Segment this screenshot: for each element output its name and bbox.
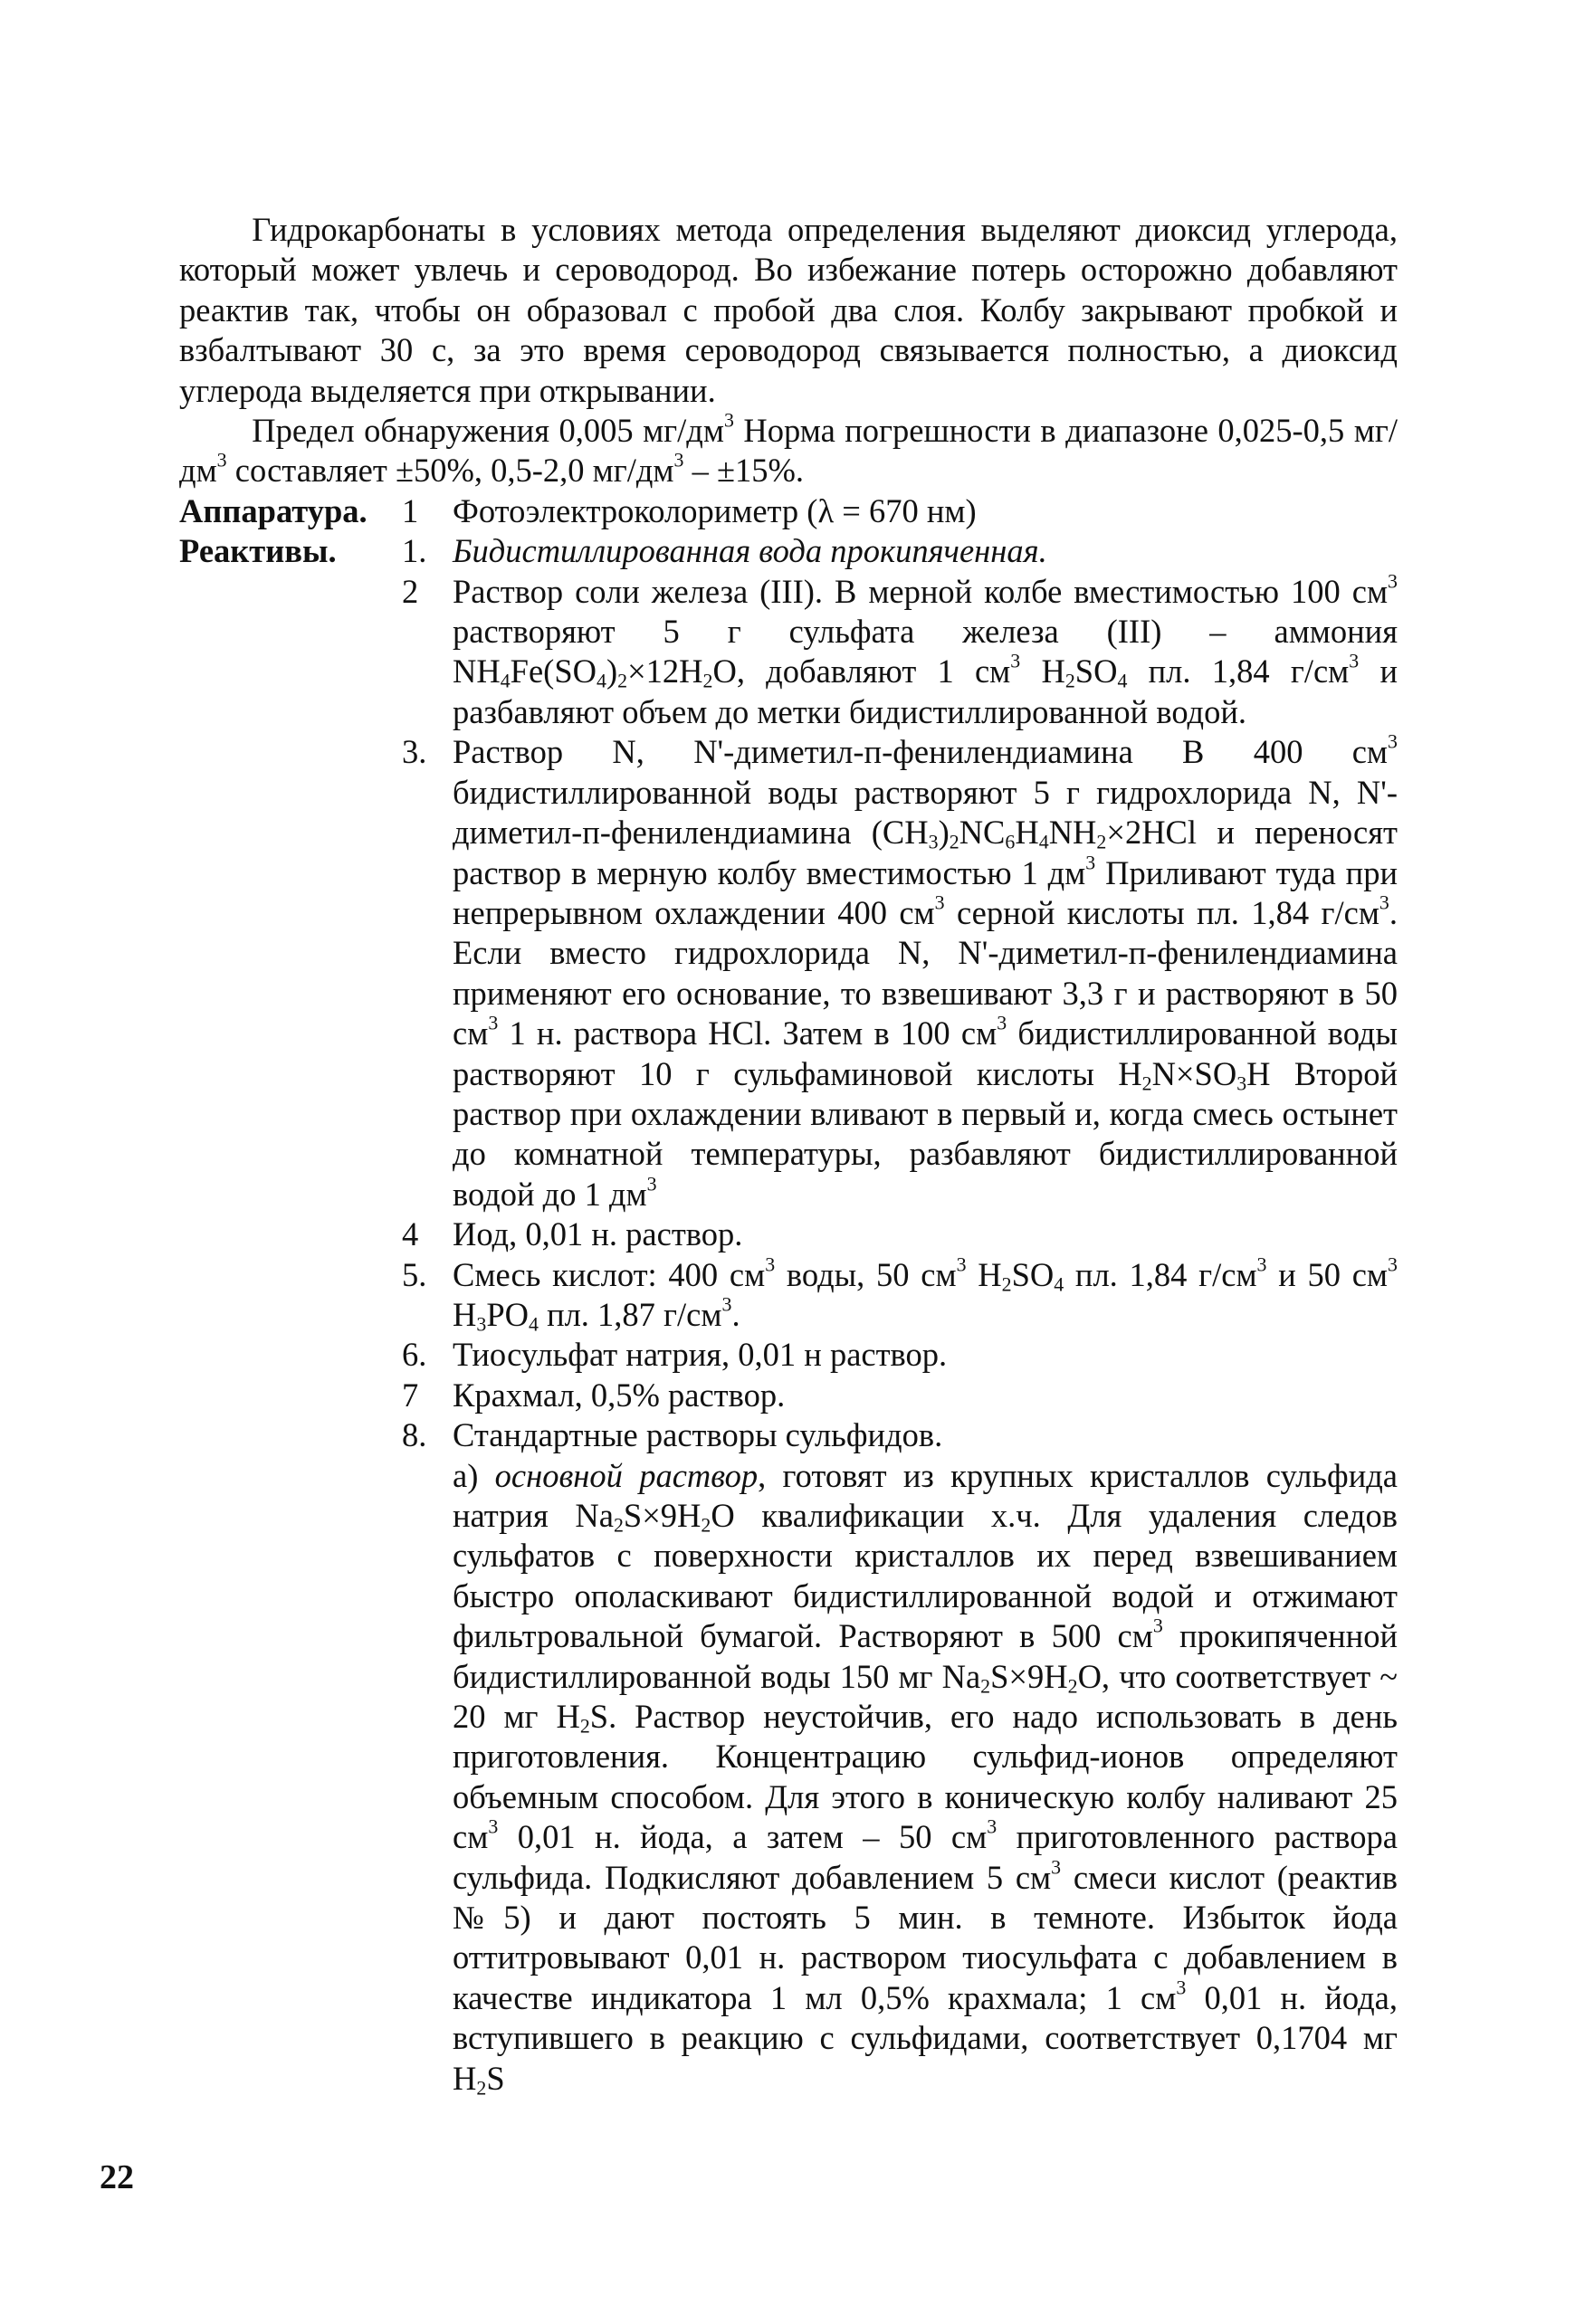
paragraph-detection-limit: Предел обнаружения 0,005 $мг/дм^3$ Норма погрешности в диапазоне 0,025-0,5 $мг/дм^3$ составляет ±50%, 0,5-2,0 $мг/дм^3 - \pm 15\%$. [179, 408, 1398, 490]
reagent-8: 8. Стандартные растворы сульфидов. [402, 1416, 943, 1454]
reagent-8a-stock-solution: а) основной раствор, готовят из крупных кристаллов сульфида натрия $Na_2S\times 9H_2O$ квалификации х.ч. Для удаления следов сульфатов с поверхности кристаллов их перед взвешиванием быстро ополаскивают бидистиллированной водой и отжимают фильтровальной бумагой. Растворяют в 500 $см^3$ прокипяченной бидистиллированной воды 150 мг $Na_2S\times 9H_2O$, что соответствует ~ 20 мг $H_2S$. Раствор неустойчив, его надо использовать в день приготовления. Концентрацию сульфид-ионов определяют объемным способом. Для этого в коническую колбу наливают 25 $см^3$ 0,01 н. йода, а затем – 50 $см^3$ приготовленного раствора сульфида. Подкисляют добавлением 5 $см^3$ смеси кислот (реактив №5) и дают постоять 5 мин. в темноте. Избыток йода оттитровывают 0,01 н. раствором тиосульфата с добавлением в качестве индикатора 1 мл 0,5% крахмала; 1 $см^3$ 0,01 н. йода, вступившего в реакцию с сульфидами, соответствует 0,1704 мг $H_2S$ [453, 1456, 1398, 2100]
reagent-7: 7 Крахмал, 0,5% раствор. [402, 1376, 786, 1414]
reagent-1: Реактивы. 1. Бидистиллированная вода прокипяченная. [179, 531, 1398, 571]
apparatus-text: Фотоэлектроколориметр (λ = 670 нм) [453, 491, 977, 529]
reagent-3: 3. Раствор N, N'-диметил-п-фенилендиамина В 400 $см^3$ бидистиллированной воды растворяют 5 г гидрохлорида N, N'-диметил-п-фенилендиамина $(CH_3)_2NC_6H_4NH_2\times 2HCl$ и переносят раствор в мерную колбу вместимостью 1 $дм^3$ Приливают туда при непрерывном охлаждении 400 $см^3$ серной кислоты пл. 1,84 $г/см^3$. Если вместо гидрохлорида N, N'-диметил-п-фенилендиамина применяют его основание, то взвешивают 3,3 г и растворяют в 50 $см^3$ 1 н. раствора HCl. Затем в 100 $см^3$ бидистиллированной воды растворяют 10 г сульфаминовой кислоты $H_2N\times SO_3H$ Второй раствор при охлаждении вливают в первый и, когда смесь остынет до комнатной температуры, разбавляют бидистиллированной водой до 1 $дм^3$ [402, 729, 1398, 1213]
apparatus-row [179, 491, 1398, 531]
reagents-label: Реактивы. [179, 532, 337, 570]
reagent-5: 5. Смесь кислот: 400 $см^3$ воды, 50 $см^3$ $H_2SO_4$ пл. 1,84 $г/см^3$ и 50 $см^3$ $H_3PO_4$ пл. 1,87 $г/см^3$. [402, 1252, 1398, 1336]
reagent-2: 2 Раствор соли железа (III). В мерной колбе вместимостью 100 $см^3$ растворяют 5 г сульфата железа (III) – аммония $NH_4Fe(SO_4)_2\times 12H_2O$, добавляют 1 $см^3$ $H_2SO_4$ пл. 1,84 $г/см^3$ и разбавляют объем до метки бидистиллированной водой. [402, 569, 1398, 730]
body-text [179, 210, 1398, 2099]
apparatus-label: Аппаратура. [179, 491, 368, 529]
reagent-6: 6. Тиосульфат натрия, 0,01 н раствор. [402, 1336, 948, 1374]
apparatus-number: 1 [402, 491, 419, 529]
page-number: 22 [100, 2158, 134, 2196]
paragraph-hydrocarbonates: Гидрокарбонаты в условиях метода определения выделяют диоксид углерода, который может увлечь и сероводород. Во избежание потерь осторожно добавляют реактив так, чтобы он образовал с пробой два слоя. Колбу закрывают пробкой и взбалтывают 30 с, за это время сероводород связывается полностью, а диоксид углерода выделяется при открывании. [179, 211, 1398, 409]
reagent-4: 4 Иод, 0,01 н. раствор. [402, 1215, 743, 1253]
